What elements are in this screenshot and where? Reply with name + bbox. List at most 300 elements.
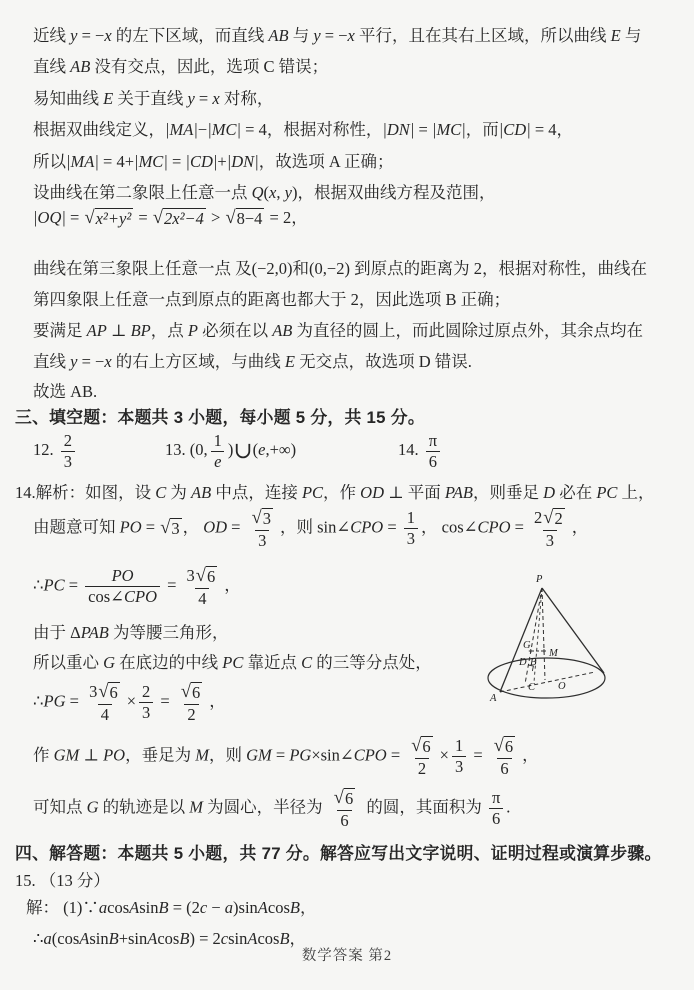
text-run: 6 xyxy=(340,810,349,830)
denominator xyxy=(195,588,209,608)
answer-14 xyxy=(398,431,443,471)
numerator xyxy=(404,509,418,528)
union-symbol: ∪ xyxy=(233,438,253,464)
math-run: y xyxy=(313,26,321,45)
text-run: = xyxy=(134,208,152,227)
radicand: 2x²−4 xyxy=(164,209,204,228)
text-run: 3 xyxy=(258,530,267,550)
math-run: PAB xyxy=(80,623,109,642)
math-run: PO xyxy=(111,566,134,586)
math-run: D xyxy=(543,483,556,502)
text-line-answer-ab xyxy=(33,381,97,403)
math-run: PG xyxy=(289,745,312,765)
radical-sign: √ xyxy=(195,565,206,585)
answer-12 xyxy=(33,432,165,471)
formula-line-oq xyxy=(33,207,308,229)
math-run: CPO xyxy=(350,517,384,537)
math-run: a xyxy=(43,929,52,948)
numerator xyxy=(248,508,277,530)
text-run: cos xyxy=(267,898,290,917)
math-run: C xyxy=(155,483,167,502)
text-run: ， xyxy=(209,691,226,711)
text-run: ， xyxy=(224,575,241,595)
text-line-6 xyxy=(33,182,495,204)
text-run: = (2 xyxy=(168,898,200,917)
text-run: 为直径的圆上，而此圆除过原点外，其余点均在 xyxy=(292,321,644,340)
math-run: G xyxy=(103,653,116,672)
text-run: 的圆，其面积为 xyxy=(362,797,486,817)
math-run: |CD| xyxy=(498,120,531,139)
text-run: = 4，根据对称性， xyxy=(241,120,383,139)
text-run: ，则垂足 xyxy=(473,483,544,502)
sqrt xyxy=(225,208,264,229)
sqrt xyxy=(252,508,273,529)
text-run: 上， xyxy=(617,483,655,502)
sqrt xyxy=(334,788,355,809)
text-run: 3 xyxy=(545,530,554,550)
numerator xyxy=(139,683,153,702)
denominator xyxy=(452,756,466,776)
text-run: 对称， xyxy=(219,89,274,108)
text-run: 为等腰三角形， xyxy=(108,623,229,642)
math-run: B xyxy=(179,929,190,948)
math-run: e xyxy=(258,440,266,460)
numerator xyxy=(489,789,503,808)
text-run: , xyxy=(276,183,285,202)
text-run: = xyxy=(64,575,83,595)
text-run: 可知点 xyxy=(33,797,87,817)
text-run: 2 xyxy=(187,704,196,724)
radicand: 6 xyxy=(109,683,118,702)
text-run: × xyxy=(126,691,137,711)
radicand: 8−4 xyxy=(236,209,263,228)
text-run: 14.解析：如图，设 xyxy=(15,483,156,502)
text-run: cos xyxy=(107,898,130,917)
base-diameter-dashed xyxy=(500,672,595,692)
text-run: 4 xyxy=(198,588,207,608)
text-run: 设曲线在第二象限上任意一点 xyxy=(33,183,252,202)
sqrt xyxy=(98,682,119,703)
text-run: 的左下区域，而直线 xyxy=(111,26,269,45)
problem-15-points xyxy=(15,870,110,892)
math-run: Q xyxy=(251,183,264,202)
denominator xyxy=(426,451,440,471)
cone-figure xyxy=(475,568,635,713)
text-run: ，故选项 A 正确； xyxy=(258,152,394,171)
text-run: 直线 xyxy=(33,352,71,371)
solution-line-pc xyxy=(33,566,241,608)
text-run: ) = 2 xyxy=(189,929,221,948)
math-run: x xyxy=(104,26,112,45)
text-run: 平行，且在其右上区域，所以曲线 xyxy=(354,26,611,45)
math-run: E xyxy=(610,26,621,45)
solution-line-isosceles xyxy=(33,622,229,644)
text-line-5 xyxy=(33,151,394,173)
text-run: ， xyxy=(182,517,204,537)
math-run: |MC| xyxy=(134,152,168,171)
math-run: A xyxy=(79,929,90,948)
solution-line-centroid xyxy=(33,652,432,674)
text-run: ) xyxy=(227,440,234,460)
text-run: 所以 xyxy=(33,152,66,171)
text-run: 2 xyxy=(142,682,151,702)
text-run: 直线 xyxy=(33,57,71,76)
radicand: 6 xyxy=(504,737,514,756)
text-run: ∴ xyxy=(33,575,44,595)
text-run: 的三等分点处， xyxy=(312,653,432,672)
text-run: = xyxy=(156,691,174,711)
text-run: 1 xyxy=(213,431,222,450)
math-run: A xyxy=(247,929,258,948)
denominator xyxy=(85,586,160,606)
numerator xyxy=(184,566,222,588)
text-run: = xyxy=(383,517,401,537)
math-run: B xyxy=(289,898,300,917)
fraction xyxy=(404,509,418,548)
math-run: a xyxy=(224,898,234,917)
math-run: AB xyxy=(191,483,212,502)
text-run: 3 xyxy=(63,451,72,471)
math-run: GM xyxy=(246,745,272,765)
radicand: 3 xyxy=(171,518,180,538)
fraction xyxy=(426,432,440,471)
fraction xyxy=(85,567,160,606)
math-run: |MA| xyxy=(66,152,99,171)
radical-sign: √ xyxy=(160,516,171,537)
denominator xyxy=(211,451,224,471)
fraction xyxy=(330,788,359,830)
text-run: (cos xyxy=(51,929,80,948)
math-run: PAB xyxy=(444,483,474,502)
text-run: 在底边的中线 xyxy=(115,653,223,672)
text-run: π xyxy=(428,431,438,450)
text-run: ，而 xyxy=(465,120,499,139)
sqrt xyxy=(84,208,133,229)
cone-figure-svg xyxy=(475,568,635,713)
numerator xyxy=(211,432,225,451)
text-run: 1 xyxy=(454,736,464,756)
text-run: cos xyxy=(257,929,280,948)
math-run: CPO xyxy=(123,587,157,607)
text-run: ， xyxy=(571,517,589,537)
text-run: cos xyxy=(157,929,180,948)
text-run: = xyxy=(414,120,432,139)
text-run: sin xyxy=(89,929,109,948)
solution-15-line-1 xyxy=(26,897,316,919)
math-run: OD xyxy=(360,483,384,502)
text-run: ， xyxy=(299,898,317,917)
math-run: A xyxy=(147,929,158,948)
text-run: + xyxy=(217,152,227,171)
sqrt xyxy=(181,682,202,703)
answers-row xyxy=(33,432,443,471)
text-run: )sin xyxy=(233,898,258,917)
sqrt xyxy=(494,736,515,757)
radicand: 6 xyxy=(344,789,354,808)
text-run: ， xyxy=(289,929,307,948)
denominator xyxy=(139,702,153,722)
cone-edge-left xyxy=(500,588,542,692)
fraction xyxy=(184,566,222,608)
denominator xyxy=(98,704,112,724)
text-run: 3 xyxy=(454,757,464,777)
text-run: ⊥ xyxy=(106,321,131,340)
math-run: AB xyxy=(268,26,289,45)
numerator xyxy=(531,508,569,530)
math-run: CPO xyxy=(477,517,511,537)
text-run: = 4， xyxy=(530,120,574,139)
radicand: x²+y² xyxy=(95,209,132,228)
figure-label-p: P xyxy=(536,574,543,585)
axis-po-dashed xyxy=(542,588,545,680)
text-line-1 xyxy=(33,25,641,47)
math-run: x xyxy=(212,89,220,108)
text-run: cos∠ xyxy=(88,587,124,607)
math-run: x xyxy=(269,183,277,202)
math-run: e xyxy=(214,451,222,471)
text-run: 易知曲线 xyxy=(33,89,104,108)
radicand: 6 xyxy=(206,567,216,586)
text-run: 为 xyxy=(166,483,192,502)
math-run: |MC| xyxy=(207,120,242,139)
text-run: = − xyxy=(320,26,348,45)
radical-sign: √ xyxy=(180,681,191,701)
fraction xyxy=(407,736,436,778)
text-run: × xyxy=(439,745,449,765)
point-marker-m xyxy=(542,649,546,653)
radicand: 6 xyxy=(191,683,201,702)
math-run: B xyxy=(279,929,290,948)
sqrt xyxy=(160,518,181,539)
fraction xyxy=(139,683,153,722)
math-run: E xyxy=(284,352,295,371)
text-run: = xyxy=(469,745,487,765)
figure-label-m: M xyxy=(549,648,558,659)
text-line-11 xyxy=(33,351,472,373)
text-run: ( xyxy=(252,440,259,460)
text-run: = xyxy=(386,745,405,765)
text-run: 与 xyxy=(620,26,642,45)
denominator xyxy=(337,810,351,830)
solution-line-pg xyxy=(33,682,226,724)
text-run: 根据双曲线定义， xyxy=(33,120,165,139)
numerator xyxy=(330,788,359,810)
text-run: 13. (0, xyxy=(165,440,208,460)
text-run: ∴ xyxy=(33,929,44,948)
math-run: |DN| xyxy=(226,152,259,171)
math-run: |DN| xyxy=(382,120,415,139)
text-run: = xyxy=(162,575,181,595)
text-run: = − xyxy=(77,26,105,45)
radical-sign: √ xyxy=(543,507,554,527)
text-run: π xyxy=(491,788,501,808)
fraction xyxy=(490,736,519,778)
text-run: ，作 xyxy=(323,483,361,502)
text-run: = xyxy=(65,691,84,711)
denominator xyxy=(497,758,511,778)
page-footer: 数学答案 第2 xyxy=(301,948,393,964)
text-run: − xyxy=(207,898,225,917)
text-run: 近线 xyxy=(33,26,71,45)
radical-sign: √ xyxy=(251,507,262,527)
denominator xyxy=(415,758,429,778)
math-run: E xyxy=(103,89,114,108)
math-run: y xyxy=(187,89,195,108)
radicand: 3 xyxy=(262,509,271,528)
math-run: CPO xyxy=(353,745,387,765)
radical-sign: √ xyxy=(333,787,344,807)
math-run: x xyxy=(347,26,355,45)
median-pc-dashed xyxy=(525,588,542,684)
math-run: c xyxy=(220,929,229,948)
text-run: 6 xyxy=(500,758,509,778)
text-run: 故选 AB. xyxy=(33,382,98,401)
math-run: a xyxy=(98,898,108,917)
math-run: PC xyxy=(596,483,618,502)
text-run: 为圆心，半径为 xyxy=(203,797,327,817)
math-run: A xyxy=(129,898,140,917)
text-run: = xyxy=(271,745,290,765)
math-run: PC xyxy=(43,575,65,595)
math-run: G xyxy=(86,797,99,817)
math-run: GM xyxy=(53,745,80,765)
text-run: 的轨迹是以 xyxy=(98,797,190,817)
denominator xyxy=(404,528,418,548)
math-run: PO xyxy=(119,517,142,537)
text-run: 15. （13 分） xyxy=(15,871,110,890)
text-run: 3 xyxy=(406,529,416,549)
math-run: PC xyxy=(301,483,324,502)
solution-line-locus xyxy=(33,788,510,830)
text-run: . xyxy=(506,797,511,817)
numerator xyxy=(86,682,124,704)
math-run: y xyxy=(70,352,78,371)
numerator xyxy=(177,682,206,704)
fraction xyxy=(61,432,75,471)
numerator xyxy=(452,737,466,756)
math-run: A xyxy=(257,898,268,917)
text-run: 中点，连接 xyxy=(211,483,302,502)
math-run: P xyxy=(187,321,198,340)
text-run: 14. xyxy=(398,440,423,460)
text-run: ( xyxy=(263,183,270,202)
math-run: y xyxy=(284,183,292,202)
text-run: = xyxy=(227,517,245,537)
math-run: BP xyxy=(130,321,151,340)
radical-sign: √ xyxy=(84,207,95,227)
fraction xyxy=(531,508,569,550)
text-run: ，则 xyxy=(208,745,247,765)
section-heading-fill-in: 三、填空题：本题共 3 小题，每小题 5 分，共 15 分。 xyxy=(15,408,425,427)
figure-label-d: D xyxy=(519,657,527,668)
numerator xyxy=(109,567,137,586)
text-line-4 xyxy=(33,119,573,141)
radical-sign: √ xyxy=(411,735,422,755)
answer-13 xyxy=(165,432,398,471)
text-run: ， xyxy=(522,745,539,765)
math-run: OD xyxy=(203,517,228,537)
text-run: 的右上方区域，与曲线 xyxy=(111,352,285,371)
math-run: y xyxy=(70,26,78,45)
math-run: PG xyxy=(43,691,66,711)
text-run: 解： (1)∵ xyxy=(26,898,99,917)
text-run: 第四象限上任意一点到原点的距离也都大于 2，因此选项 B 正确； xyxy=(33,290,511,309)
math-run: PO xyxy=(103,745,126,765)
text-run: ， cos∠ xyxy=(421,517,478,537)
text-run: ∴ xyxy=(33,691,44,711)
text-run: 关于直线 xyxy=(113,89,188,108)
text-run: 无交点，故选项 D 错误. xyxy=(295,352,472,371)
text-run: sin xyxy=(228,929,248,948)
text-run: = − xyxy=(77,352,105,371)
denominator xyxy=(543,530,557,550)
text-run: ，垂足为 xyxy=(125,745,196,765)
text-run: 由题意可知 xyxy=(33,517,120,537)
radical-sign: √ xyxy=(152,207,163,227)
sqrt xyxy=(411,736,432,757)
text-run: = xyxy=(510,517,529,537)
sqrt xyxy=(543,508,564,529)
fraction xyxy=(86,682,124,724)
fraction xyxy=(452,737,466,776)
solution-line-po xyxy=(33,508,588,550)
text-run: ，则 sin∠ xyxy=(280,517,351,537)
math-run: x xyxy=(104,352,112,371)
text-run: = 2， xyxy=(265,208,308,227)
text-run: 必须在以 xyxy=(197,321,273,340)
text-run: ⊥ 平面 xyxy=(384,483,445,502)
fraction xyxy=(177,682,206,724)
text-run: = 4+ xyxy=(98,152,135,171)
radical-sign: √ xyxy=(98,681,109,701)
text-run: 由于 Δ xyxy=(33,623,81,642)
denominator xyxy=(61,451,75,471)
sqrt xyxy=(196,566,217,587)
math-run: PC xyxy=(222,653,244,672)
text-run: 4 xyxy=(100,704,109,724)
text-run: ,+∞) xyxy=(265,440,297,460)
text-run: 6 xyxy=(428,451,438,471)
fraction xyxy=(211,432,225,471)
math-run: c xyxy=(199,898,208,917)
numerator xyxy=(426,432,440,451)
denominator xyxy=(184,704,198,724)
radicand: 6 xyxy=(422,737,431,756)
numerator xyxy=(490,736,519,758)
text-line-3 xyxy=(33,88,273,110)
text-run: − xyxy=(197,120,208,139)
text-run: 1 xyxy=(406,508,416,528)
text-run: )，根据双曲线方程及范围， xyxy=(291,183,496,202)
text-run: 没有交点，因此，选项 C 错误； xyxy=(90,57,329,76)
text-run: +sin xyxy=(118,929,148,948)
text-run: 2 xyxy=(534,508,543,527)
fraction xyxy=(248,508,277,550)
text-run: 12. xyxy=(33,440,58,460)
text-run: 2 xyxy=(417,758,427,778)
sqrt xyxy=(153,208,206,229)
denominator xyxy=(489,808,503,828)
math-run: |CD| xyxy=(185,152,218,171)
figure-label-a: A xyxy=(490,693,497,704)
text-run: = xyxy=(194,89,213,108)
numerator xyxy=(61,432,75,451)
text-run: ，点 xyxy=(150,321,188,340)
text-run: 2 xyxy=(63,431,72,450)
fraction xyxy=(489,789,503,828)
math-run: AP xyxy=(86,321,107,340)
figure-label-g: G xyxy=(523,640,531,651)
